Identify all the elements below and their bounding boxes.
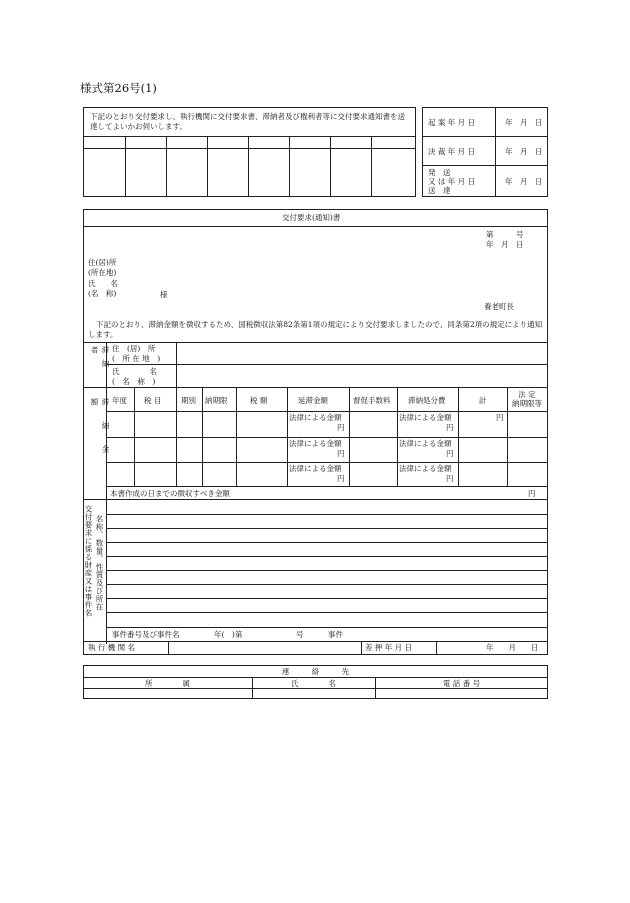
row3-disposal-unit: 円 — [446, 474, 454, 483]
addressee-name-label: 氏 名 — [88, 279, 118, 288]
case-no: 号 — [296, 630, 304, 639]
notice-frame — [83, 209, 548, 655]
seizure-date-value: 年 月 日 — [486, 643, 539, 652]
col-disposal-fee: 滞納処分費 — [408, 396, 446, 405]
approval-box — [83, 107, 416, 197]
case-label: 事件番号及び事件名 — [112, 630, 180, 639]
amount-side-label: 滞納金額 — [90, 398, 110, 469]
addressee-address-label: 住(居)所 — [88, 258, 117, 267]
honorific: 様 — [160, 290, 168, 299]
contact-name-header: 氏 名 — [291, 679, 336, 688]
total-collect-unit: 円 — [528, 489, 536, 498]
dispatch-label-1: 発 送 — [428, 168, 451, 177]
notice-title: 交付要求(通知)書 — [282, 213, 341, 222]
delinquent-name-label: 氏 名 — [112, 367, 157, 376]
col-reminder-fee: 督促手数料 — [353, 396, 391, 405]
notice-date: 年 月 日 — [486, 240, 524, 249]
draft-date-value: 年 月 日 — [505, 118, 543, 127]
draft-date-label: 起 案 年 月 日 — [428, 118, 476, 127]
seizure-date-label: 差 押 年 月 日 — [365, 643, 413, 652]
row1-disposal: 法律による金額 — [399, 413, 452, 422]
contact-dept-header: 所 属 — [145, 679, 190, 688]
approval-dates — [422, 107, 548, 197]
row1-late-unit: 円 — [337, 423, 345, 432]
row3-late-unit: 円 — [337, 474, 345, 483]
col-legal-due: 法 定 納期限等 — [512, 390, 542, 408]
notice-number: 第 号 — [486, 230, 524, 239]
executor-label: 執 行 機 関 名 — [88, 643, 136, 652]
total-collect-label: 本書作成の日までの徴収すべき金額 — [110, 489, 230, 498]
delinquent-address-label: 住 (居) 所 — [112, 344, 156, 353]
addressee-address-sub: (所在地) — [88, 268, 117, 277]
row2-late-fee: 法律による金額 — [289, 439, 342, 448]
form-number: 様式第26号(1) — [80, 81, 157, 95]
delinquent-address-sub: ( 所 在 地 ) — [112, 354, 161, 363]
issuer: 養老町長 — [484, 302, 514, 311]
request-text: 下記のとおり交付要求し、執行機関に交付要求書、滞納者及び権利者等に交付要求通知書を送達してよいかお伺いします。 — [90, 112, 405, 131]
property-side-label: 交付要求に係る財産又は事件名 — [84, 505, 93, 617]
decision-date-value: 年 月 日 — [505, 147, 543, 156]
row1-late-fee: 法律による金額 — [289, 413, 342, 422]
addressee-name-sub: (名 称) — [88, 289, 117, 298]
col-due-date: 納期限 — [205, 396, 228, 405]
delinquent-side-label: 滞納者 — [90, 346, 110, 373]
contact-title: 連 絡 先 — [281, 667, 350, 676]
row2-disposal-unit: 円 — [446, 449, 454, 458]
row3-late-fee: 法律による金額 — [289, 464, 342, 473]
row2-disposal: 法律による金額 — [399, 439, 452, 448]
delinquent-name-sub: ( 名 称 ) — [112, 377, 156, 386]
notice-body: 下記のとおり、滞納金額を徴収するため、国税徴収法第82条第1項の規定により交付要求しましたので、同条第2項の規定により通知します。 — [88, 320, 543, 339]
dispatch-date-value: 年 月 日 — [505, 177, 543, 186]
case-year: 年( )第 — [214, 630, 243, 639]
col-tax-amount: 税 額 — [250, 396, 268, 405]
col-total: 計 — [479, 396, 487, 405]
contact-phone-header: 電 話 番 号 — [442, 679, 481, 688]
col-year: 年度 — [112, 396, 127, 405]
dispatch-label-2: 又 は 年 月 日 — [428, 177, 476, 186]
col-period: 期別 — [181, 396, 196, 405]
decision-date-label: 決 裁 年 月 日 — [428, 147, 476, 156]
row3-disposal: 法律による金額 — [399, 464, 452, 473]
case-suffix: 事件 — [328, 630, 343, 639]
row1-total-unit: 円 — [496, 413, 504, 422]
row1-disposal-unit: 円 — [446, 423, 454, 432]
row2-late-unit: 円 — [337, 449, 345, 458]
property-side-label-2: 名称、数量、性質及び所在 — [95, 515, 104, 611]
col-late-fee: 延滞金額 — [298, 396, 328, 405]
col-tax-item: 税 目 — [144, 396, 162, 405]
dispatch-label-3: 送 達 — [428, 186, 451, 195]
